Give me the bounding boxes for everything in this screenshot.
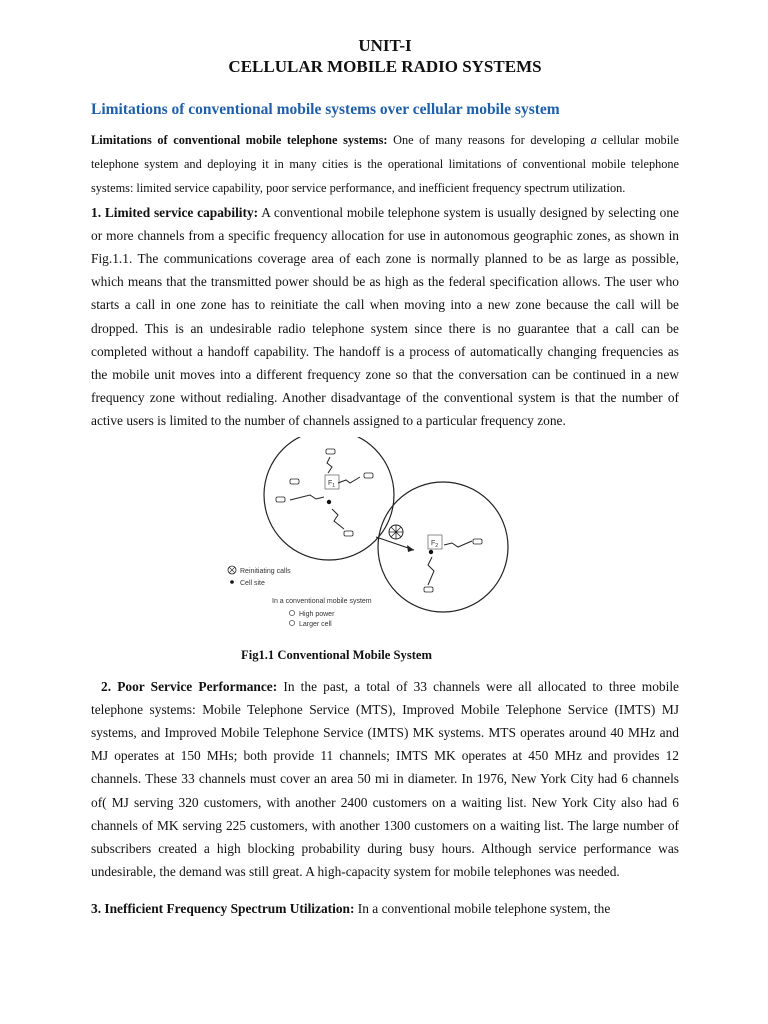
legend-larger-cell-text: Larger cell xyxy=(299,620,332,628)
intro-paragraph xyxy=(91,128,679,201)
conventional-mobile-diagram xyxy=(226,437,516,642)
point1-paragraph xyxy=(91,201,679,433)
car-icons-zone-1 xyxy=(276,449,373,536)
point1-text: A conventional mobile telephone system is usually designed by selecting one or more channels from a specific frequency allocation for use in autonomous geographic zones, as shown in Fig.1.1. The communications coverage area of each zone is normally planned to be as large as possible, which means that the transmitted power should be as high as the federal specification allows. The user who starts a call in one zone has to reinitiate the call when moving into a new zone because the call will be dropped. This is an undesirable radio telephone system since there is no guarantee that a call can be completed without a handoff capability. The handoff is a process of automatically changing frequencies as the mobile unit moves into a different frequency zone so that the conversation can be continued in a new frequency zone without redialing. Another disadvantage of the conventional system is that the number of active users is limited to the number of channels assigned to a particular frequency zone. xyxy=(91,204,679,429)
document-page xyxy=(91,36,679,921)
legend-cellsite-text: Cell site xyxy=(240,579,265,587)
zone-2-circle xyxy=(378,482,508,612)
legend-cellsite-icon xyxy=(230,580,234,584)
f2-label: $F_2$ xyxy=(431,539,439,549)
section-heading: Limitations of conventional mobile systems over cellular mobile system xyxy=(91,101,560,118)
point3-paragraph xyxy=(91,897,679,920)
f1-label: $F_1$ xyxy=(328,479,336,489)
point2-text: In the past, a total of 33 channels were all allocated to three mobile telephone systems: Mobile Telephone Service (MTS), Improved Mobile Telephone Service (IMTS) MJ systems, and Improved Mobile Telephone Service (IMTS) MK systems. MTS operates around 40 MHz and MJ operates at 150 MHs; both provide 11 channels; IMTS MK operates at 450 MHz and provides 12 channels. These 33 channels must cover an area 50 mi in diameter. In 1976, New York City had 6 channels of( MJ serving 320 customers, with another 2400 customers on a waiting list. New York City also had 6 channels of MK serving 225 customers, with another 1300 customers on a waiting list. The large number of subscribers created a high blocking probability during busy hours. Although service performance was undesirable, the demand was still great. A high-capacity system for mobile telephones was needed. xyxy=(91,678,679,880)
point3-lead: 3. Inefficient Frequency Spectrum Utilization: xyxy=(91,901,355,917)
intro-italic: a xyxy=(590,133,597,147)
figure-1-1 xyxy=(91,437,679,642)
point1-lead: 1. Limited service capability: xyxy=(91,204,259,220)
legend-title-text: In a conventional mobile system xyxy=(272,597,372,605)
figure-caption: Fig1.1 Conventional Mobile System xyxy=(241,647,433,662)
cell-site-1-dot xyxy=(327,499,331,503)
intro-text-a: One of many reasons for developing xyxy=(387,133,591,147)
point2-paragraph xyxy=(91,675,679,884)
figure-legend xyxy=(228,566,372,628)
page-title: CELLULAR MOBILE RADIO SYSTEMS xyxy=(228,57,542,76)
zone-1-circle xyxy=(264,437,394,560)
intro-text-b: cellular mobile telephone system and deploying it in many cities is the operational limitations of conventional mobile telephone systems: limited service capability, poor service performance, and inefficient frequency spectrum utilization. xyxy=(91,133,679,196)
radio-links-zone-1 xyxy=(290,457,360,529)
spacer xyxy=(91,883,679,897)
legend-larger-cell-icon xyxy=(289,620,294,625)
point3-text: In a conventional mobile telephone system, the xyxy=(354,901,611,917)
legend-high-power-icon xyxy=(289,610,294,615)
cell-site-2-dot xyxy=(429,549,433,553)
legend-high-power-text: High power xyxy=(299,610,335,618)
point2-lead: 2. Poor Service Performance: xyxy=(101,678,278,694)
intro-lead: Limitations of conventional mobile telephone systems: xyxy=(91,133,388,147)
unit-label: UNIT-I xyxy=(358,36,412,55)
legend-reinit-text: Reinitiating calls xyxy=(240,567,291,575)
